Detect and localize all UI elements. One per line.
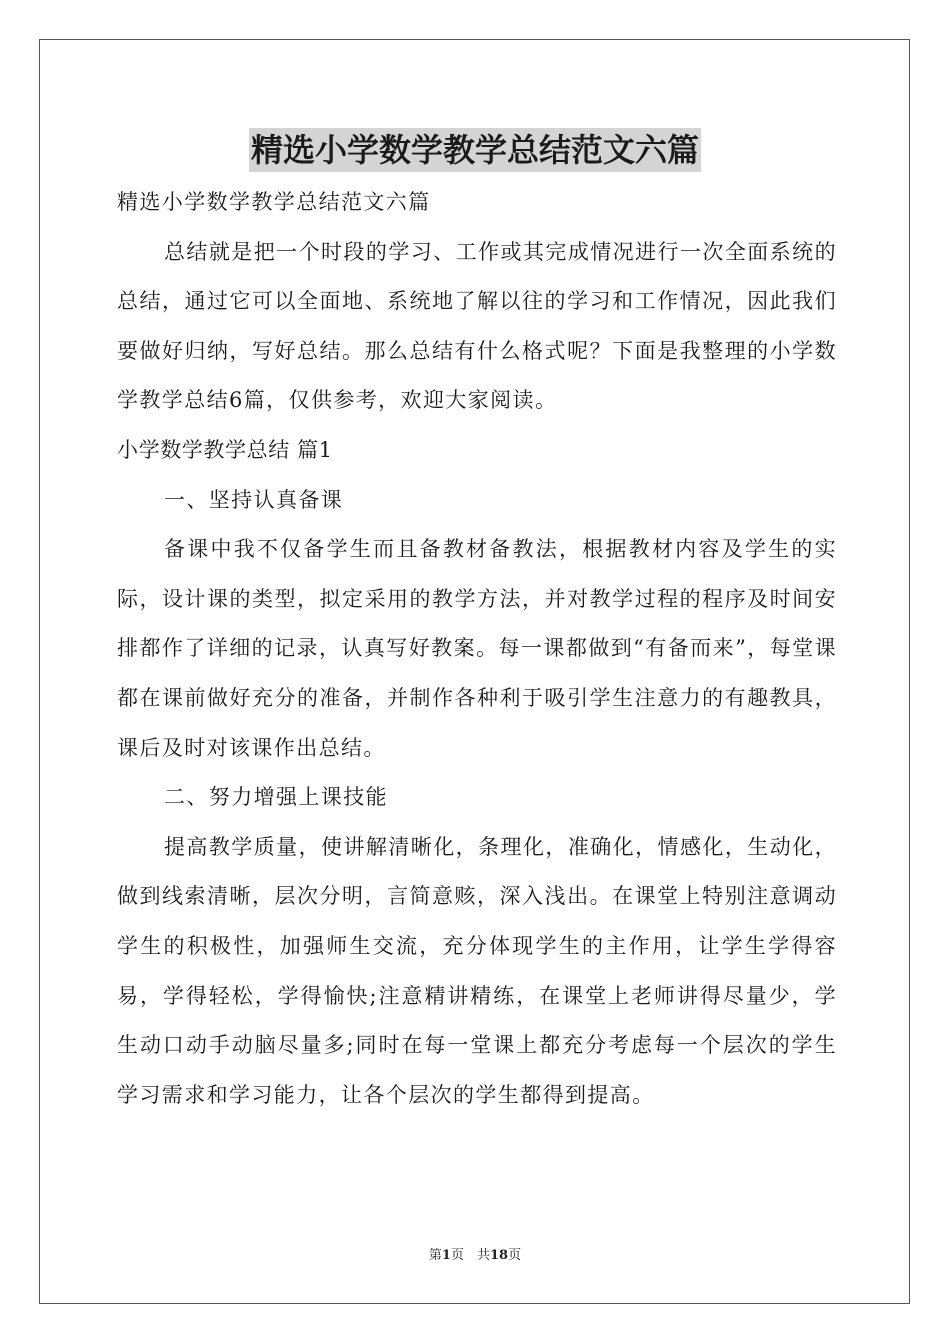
page-footer (0, 1247, 950, 1265)
intro-paragraph: 总结就是把一个时段的学习、工作或其完成情况进行一次全面系统的总结，通过它可以全面地、系统地了解以往的学习和工作情况，因此我们要做好归纳，写好总结。那么总结有什么格式呢？下面是我整理的小学数学教学总结6篇，仅供参考，欢迎大家阅读。 (117, 239, 837, 413)
point1-heading: 一、坚持认真备课 (164, 487, 344, 512)
footer-page-total: 18 (489, 1248, 509, 1263)
footer-prefix: 第 (428, 1248, 442, 1263)
title-container (0, 128, 950, 172)
document-body (117, 178, 837, 1120)
point2-heading: 二、努力增强上课技能 (164, 785, 388, 810)
point2-paragraph: 提高教学质量，使讲解清晰化，条理化，准确化，情感化，生动化，做到线索清晰，层次分明，言简意赅，深入浅出。在课堂上特别注意调动学生的积极性，加强师生交流，充分体现学生的主作用，让学生学得容易，学得轻松，学得愉快;注意精讲精练，在课堂上老师讲得尽量少，学生动口动手动脑尽量多;同时在每一堂课上都充分考虑每一个层次的学生学习需求和学习能力，让各个层次的学生都得到提高。 (117, 834, 837, 1107)
document-title: 精选小学数学教学总结范文六篇 (249, 128, 701, 172)
footer-suffix: 页 (508, 1248, 522, 1263)
point1-paragraph: 备课中我不仅备学生而且备教材备教法，根据教材内容及学生的实际，设计课的类型，拟定采用的教学方法，并对教学过程的程序及时间安排都作了详细的记录，认真写好教案。每一课都做到“有备而来”，每堂课都在课前做好充分的准备，并制作各种利于吸引学生注意力的有趣教具，课后及时对该课作出总结。 (117, 537, 837, 760)
document-subtitle: 精选小学数学教学总结范文六篇 (117, 190, 431, 214)
section-title: 小学数学教学总结 篇1 (117, 437, 333, 462)
footer-page-current: 1 (441, 1248, 451, 1263)
footer-mid: 页 共 (450, 1248, 490, 1263)
